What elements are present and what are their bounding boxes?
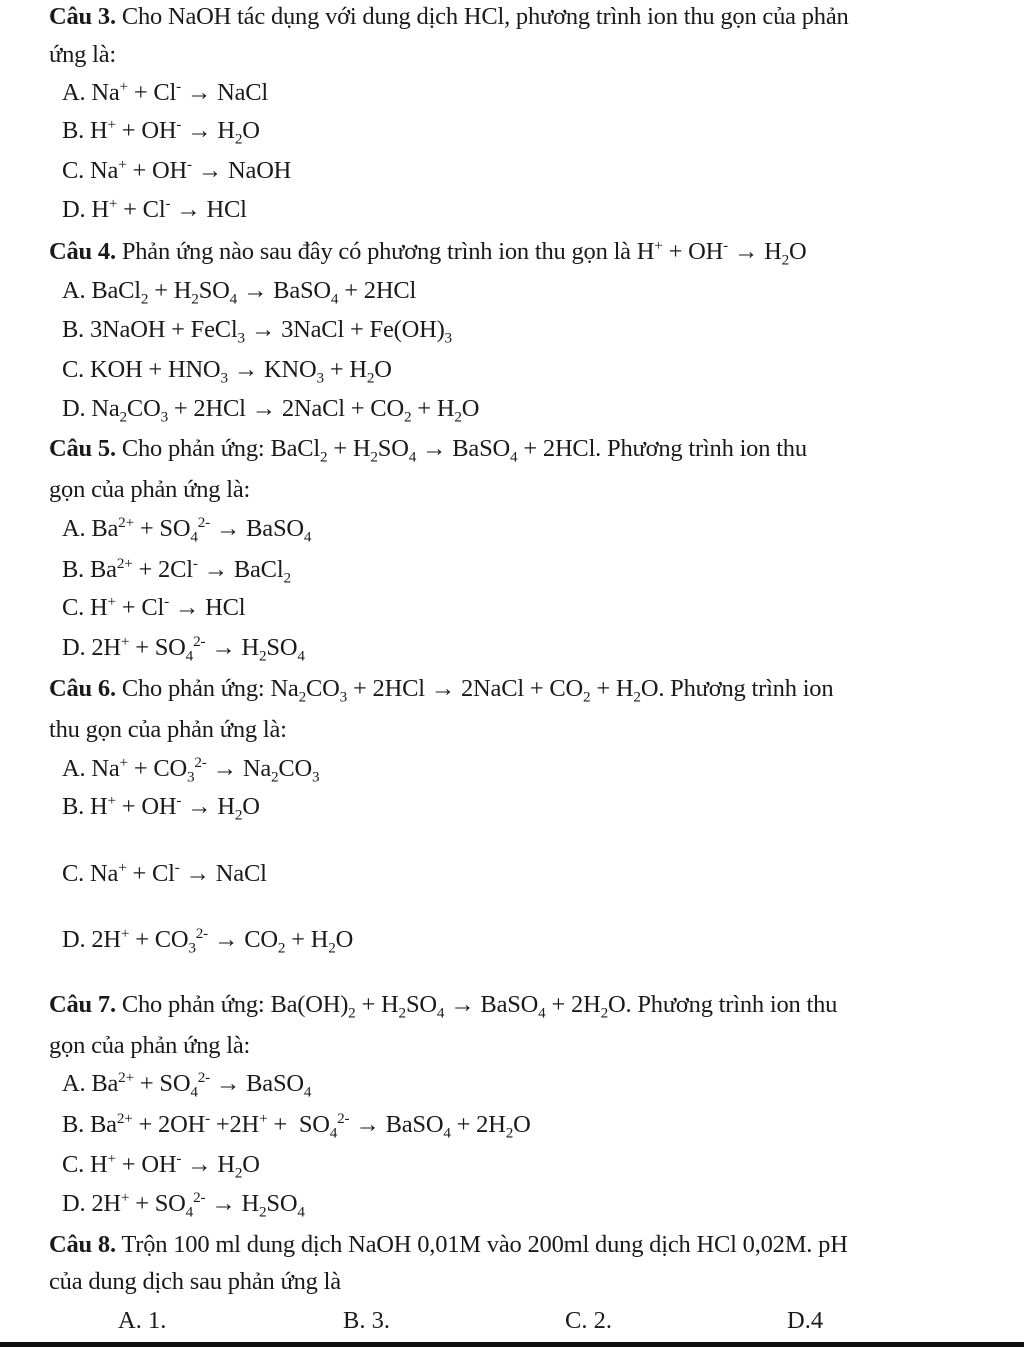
option-label: A. — [62, 515, 92, 542]
option[interactable] — [62, 276, 416, 306]
option-formula: H+ + Cl- → HCl — [90, 592, 246, 621]
option-formula: $2H^+ + CO_3^{2-} \to CO_2 + H_2O$ — [91, 924, 354, 957]
option-label: B. — [62, 316, 90, 343]
option-formula: $H^+ + OH^- \to H_2O$ — [90, 1149, 260, 1182]
option-label: B. — [62, 793, 90, 820]
question-7-stem — [49, 990, 837, 1020]
option[interactable] — [62, 156, 291, 186]
bottom-border — [0, 1342, 1024, 1347]
answer-b[interactable]: B. 3. — [343, 1307, 390, 1334]
option-label: C. — [62, 1151, 90, 1178]
question-8-stem-cont: của dung dịch sau phản ứng là — [49, 1268, 341, 1295]
option[interactable] — [62, 1110, 531, 1140]
option-formula: $2H^+ + SO_4^{2-} \to H_2SO_4$ — [91, 632, 305, 665]
question-number: Câu 7. — [49, 991, 116, 1018]
option[interactable] — [62, 514, 311, 544]
option[interactable] — [62, 394, 479, 424]
question-number: Câu 3. — [49, 3, 116, 30]
question-5-stem-cont: gọn của phản ứng là: — [49, 476, 251, 503]
option[interactable] — [62, 78, 268, 108]
option-formula: H+ + Cl- → HCl — [91, 194, 247, 223]
option-label: D. — [62, 196, 92, 223]
option[interactable] — [62, 593, 245, 623]
option-label: D. — [62, 1190, 92, 1217]
option[interactable] — [62, 1069, 311, 1099]
option-formula: $Ba^{2+} + 2OH^- +2H^+ + SO_4^{2-}$ → BaSO$_4$ + $2H_2O$ — [90, 1109, 531, 1142]
option[interactable] — [62, 859, 267, 889]
answer-d[interactable]: D.4 — [787, 1307, 824, 1334]
question-6-stem-cont: thu gọn của phản ứng là: — [49, 716, 287, 743]
question-3-stem-cont: ứng là: — [49, 41, 116, 68]
option-formula: $Ba^{2+} + SO_4^{2-}$ → BaSO$_4$ — [91, 513, 312, 546]
question-text: Cho phản ứng: $Ba(OH)_2 + H_2SO_4$ → BaSO$_4$ + $2H_2O$. Phương trình ion thu — [121, 991, 838, 1022]
question-text: Cho phản ứng: BaCl$_2$ + $H_2SO_4$ → BaSO$_4$ + 2HCl. Phương trình ion thu — [121, 435, 807, 466]
option-label: D. — [62, 634, 92, 661]
option-label: A. — [62, 755, 92, 782]
option-formula: Na+ + Cl- → NaCl — [90, 858, 267, 887]
option-formula: BaCl$_2$ + $H_2SO_4$ → BaSO$_4$ + 2HCl — [91, 277, 417, 308]
option-label: D. — [62, 395, 92, 422]
option[interactable] — [62, 633, 305, 663]
option-label: A. — [62, 1070, 92, 1097]
option-label: B. — [62, 556, 90, 583]
question-4-stem — [49, 237, 807, 267]
option[interactable] — [62, 754, 319, 784]
option-formula: KOH + $HNO_3 \to KNO_3 + H_2O$ — [90, 356, 392, 387]
option[interactable] — [62, 116, 260, 146]
option-formula: Na+ + Cl- → NaCl — [91, 77, 269, 106]
question-text: Phản ứng nào sau đây có phương trình ion thu gọn là $H^+ + OH^- \to H_2O$ — [121, 236, 807, 269]
option-label: C. — [62, 356, 90, 383]
option-label: C. — [62, 860, 90, 887]
option-label: B. — [62, 117, 90, 144]
option-label: C. — [62, 594, 90, 621]
option-formula: $Ba^{2+} + SO_4^{2-}$ → BaSO$_4$ — [91, 1068, 312, 1101]
option[interactable] — [62, 1150, 260, 1180]
option[interactable] — [62, 195, 247, 225]
question-number: Câu 4. — [49, 238, 116, 265]
option[interactable] — [62, 355, 392, 385]
option-formula: $H^+ + OH^- \to H_2O$ — [90, 791, 260, 824]
question-number: Câu 6. — [49, 675, 116, 702]
question-3-stem — [49, 2, 849, 32]
question-number: Câu 5. — [49, 435, 116, 462]
option-label: B. — [62, 1111, 90, 1138]
option-formula: $Na_2CO_3 + 2HCl$ → 2NaCl + $CO_2 + H_2O$ — [91, 395, 480, 426]
option[interactable] — [62, 792, 260, 822]
option[interactable] — [62, 1189, 305, 1219]
question-number: Câu 8. — [49, 1231, 116, 1258]
option[interactable] — [62, 925, 353, 955]
question-5-stem — [49, 434, 807, 464]
option-label: A. — [62, 79, 92, 106]
option-label: A. — [62, 277, 92, 304]
question-8-stem — [49, 1230, 848, 1260]
option[interactable] — [62, 315, 452, 345]
option[interactable] — [62, 555, 291, 585]
option-formula: Na+ + OH- → NaOH — [90, 155, 292, 184]
option-formula: $Na^+ + CO_3^{2-} \to Na_2CO_3$ — [91, 753, 320, 786]
question-text: Trộn 100 ml dung dịch NaOH 0,01M vào 200ml dung dịch HCl 0,02M. pH — [121, 1231, 848, 1258]
option-label: D. — [62, 926, 92, 953]
option-formula: 3NaOH + FeCl$_3$ → 3NaCl + $Fe(OH)_3$ — [90, 316, 452, 347]
answer-a[interactable]: A. 1. — [118, 1307, 167, 1334]
answer-c[interactable]: C. 2. — [565, 1307, 612, 1334]
option-formula: $H^+ + OH^- \to H_2O$ — [90, 115, 260, 148]
question-text: Cho phản ứng: $Na_2CO_3 + 2HCl$ → 2NaCl + $CO_2 + H_2O$. Phương trình ion — [121, 675, 834, 706]
question-6-stem — [49, 674, 833, 704]
option-formula: $2H^+ + SO_4^{2-} \to H_2SO_4$ — [91, 1188, 305, 1221]
option-formula: $Ba^{2+} + 2Cl^-$ → BaCl$_2$ — [90, 554, 291, 587]
question-text: Cho NaOH tác dụng với dung dịch HCl, phương trình ion thu gọn của phản — [121, 3, 849, 30]
option-label: C. — [62, 157, 90, 184]
question-7-stem-cont: gọn của phản ứng là: — [49, 1032, 251, 1059]
